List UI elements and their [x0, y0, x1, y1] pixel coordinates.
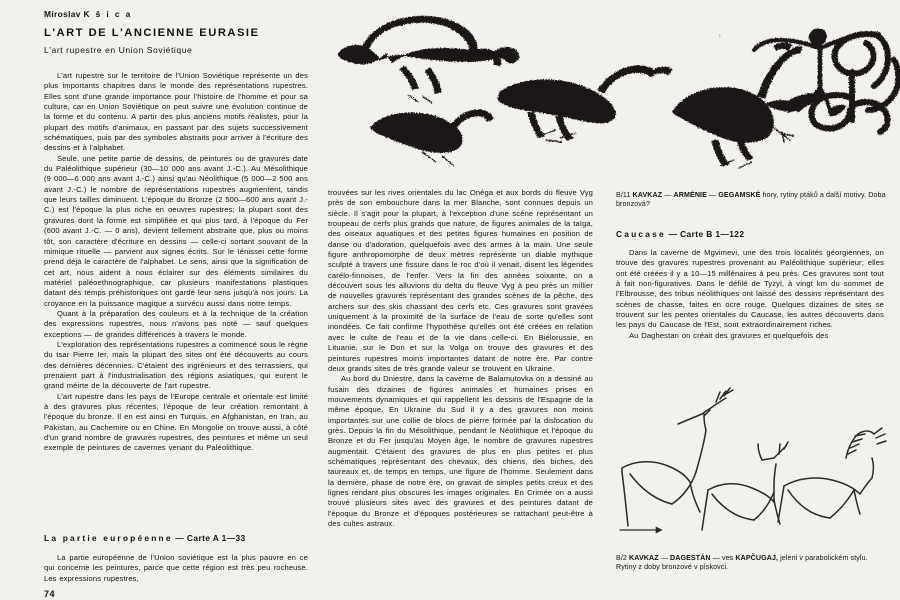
column-one-body [44, 71, 308, 454]
paragraph: trouvées sur les rives orientales du lac Onéga et aux bords du fleuve Vyg près de son embouchure dans la mer Blanche, sont connues depuis un siècle. Il s'agit pour la plupart, à l'exception d'une scène représentant un troupeau de cerfs plus grands que nature, de figures animales de la taïga, des oiseaux aquatiques et des petites figures humaines en position de danse ou d'adoration, quelquefois avec des armes à la main. Une seule figure anthropomorphe de deux mètres représente un diable mythique sculpté à travers une fissure dans le roc d'où il venait, disent les légendes carélo-finnoises, de l'enfer. Vers la fin des années soixante, on a découvert sous les alluvions du delta du fleuve Vyg à peu près un millier de nouvelles gravures représentant des grandes scènes de la pêche, des archers sur des skis chassant des cerfs etc. Ces gravures sont gravées uniquement à la proximité de la surface de l'eau de sorte qu'elles sont inondées. Ce fait confirme l'hypothèse qu'elles ont été créées en relation avec le culte de l'eau et de la vie dans celle-ci. En Biélorussie, en Lituanie, sur le Don et sur la Volga on trouve des gravures et des peintures rupestres moins importantes datant de notre ère. Par contre deux grands sites de très grande valeur se trouvent en Ukraine. [328, 188, 593, 373]
caption-number: B/11 [616, 191, 631, 199]
paragraph: L'exploration des représentations rupestres a commencé sous le règne du tsar Pierre Ier, mais la plupart des sites ont été découverts au cours des dernières décennies. C'étaient des ingrénieurs et des terrassiers, qui prenaient part à l'industrialisation des régions asiatiques, qui eurent le grand méirte de la découverte de l'art rupestre. [44, 339, 308, 391]
paragraph: Quant à la préparation des couleurs et à la technique de la création des expressions rupestres, nous n'avons pas noté — sauf quelques exceptions — de grandes différences à travers le monde. [44, 308, 308, 339]
caption-number: B/2 [616, 554, 627, 562]
caption-place-country: ARMÉNIE [673, 191, 707, 199]
section-heading-label: Caucase [616, 229, 666, 239]
section-heading-map-ref: — Carte A 1—33 [172, 533, 246, 543]
section-heading-map-ref: — Carte B 1—122 [665, 229, 745, 239]
caption-place-site: KAPČUGAJ, [735, 554, 779, 562]
page-folio-number: 74 [44, 589, 56, 599]
caption-place-country: DAGESTÁN [670, 554, 711, 562]
paragraph: Au bord du Dniestre, dans la caverne de Balamutovka on a dessiné au fusain des dizaines de figures animales et humaines prises en mouvements dynamiques et qui rappellent les dessins de l'Espagne de la même époque. En Ukraine du Sud il y a des gravures non moins importantes sur une collie de blocs de pierre formée par la dislocation du grès. Depuis la fin du Mésolithique, pendant le Néolithique et l'époque du Bronze et du Fer jusqu'au Moyen âge, le nombre de gravures rupestres augmentait. C'étaient des gravures de plus en plus petites et plus schématiques représentant des chevaux, des chiens, des biches, des taureaux et, de temps en temps, une figure de l'homme. Seulement dans la dernière, phase de notre ère, on gravait de simples petits creux et des lignes rendant plus obscures les images originales. En Crimée on a aussi trouvé plusieurs sites avec des gravures et des peintures datant de l'époque du Bronze et d'époques postérieures se rattachant peut-être à des cultes astraux. [328, 374, 593, 528]
section-heading-europe [44, 533, 308, 543]
caption-description: jeleni v parabolickém stylu. Rytiny z doby bronzové v pískovci. [616, 554, 868, 572]
figure-caption-b11 [616, 191, 886, 209]
column-three-body [616, 248, 884, 341]
caption-dash: — [706, 191, 719, 199]
caption-dash: — [658, 554, 671, 562]
kapcugaj-deer-engravings [616, 372, 900, 548]
section-heading-label: La partie européenne [44, 533, 173, 543]
caption-dash: — [662, 191, 674, 199]
paragraph: L'art rupestre sur le territoire de l'Union Soviétique représente un des plus importants chapitres dans le monde des représentations rupestres. Elles sont d'une grande importance pour l'histoire de l'homme et pour sa culture, car en Union Soviétique on peut suivre une évolution continue de la forme et du contenu. A partir des plus anciens motifs réalistes, pour la plupart des motifs d'animaux, en passant par des sujets successivement schématiques, puis par des symboles abstraits pour arriver à l'écriture des dessins et à l'alphabet. [44, 71, 308, 153]
paragraph: L'art rupestre dans les pays de l'Europe centrale et orientale est limité à des gravures plus récentes, l'époque de leur création remontant à l'époque du bronze. Il en est ainsi en Turquis, en Afghanistan, en Iran, au Pakistan, au Cachemire ou en Chine. En Mongolie on trouve aussi, à côté d'un grand nombre de gravures rupestres, des peintures et même un seul exemple de peintures de cavernes venant du Paléolithique. [44, 391, 308, 453]
caption-village-label: — ves [710, 554, 736, 562]
column-one-after-heading [44, 553, 308, 584]
caption-place-region: KAVKAZ [632, 191, 663, 199]
caption-place-region: KAVKAZ [629, 554, 659, 562]
section-heading-caucase [616, 229, 884, 239]
article-author [44, 9, 132, 19]
page-title: L'ART DE L'ANCIENNE EURASIE [44, 27, 260, 39]
caption-description: hory, rytiny ptáků a další motivy. Doba bronzová? [616, 191, 886, 209]
deer-illustration-bottom [616, 372, 900, 548]
paragraph: La partie européenne de l'Union soviétique est la plus pauvre en ce qui concerne les peintures, parce que cette région est très peu rocheuse. Les expressions rupestres, [44, 553, 308, 583]
author-first-name: Miroslav [44, 9, 81, 19]
column-two-body [328, 188, 593, 529]
figure-caption-b2 [616, 554, 886, 572]
paragraph: Dans la caverne de Mgvimevi, une des trois localités géorgiennes, on trouve des gravures rupestres provenant au Paléolithique supérieur; elles ont été créées il y a 10—15 millénaires à peu près. Ces gravures sont tout à fait non-figuratives. Dans le défilé de Tyzyl, à vingt km du sommet de l'Elbrousse, des tribus néolithiques ont laissé des dessins représentant des scènes de chasse, faites en ocre rouge. Quelques dizaines de sites se trouvent sur les pentes orientales du Caucase, les autres découverts dans les pays du Caucase de l'Est, sont extraordinairement riches. [616, 248, 884, 330]
caption-place-site: GEGAMSKÉ [718, 191, 761, 199]
author-surname: K š i c a [83, 9, 133, 19]
paragraph: Seule, une petite partie de dessins, de peintures ou de gravures date du Paléolithique supérieur (30—10 000 ans avant J.-C.). Au Mésolithique (9 000—6 000 ans avant J.-C.) ainsi qu'au Néolithique (5 000—2 500 ans avant J.-C.) le nombre de représentations rupestres augmentent, tandis que leurs tailles diminuent. L'époque du Bronze (2 500—600 ans avant J.-C.) est l'époque la plus riche en oeuvres rupestres; la plupart sont des gravures dont la forme est simplifiée et qui plus tard, à l'époque du Fer (600 avant J.-C. — 0 ans), devient tellement abstraite que, plus ou moins tôt, son caractère d'écriture en dessins — celle-ci sortant souvant de la mimique rituelle — parvient aux signes écrits. Sur le Iénissei cette forme prend déjà le caractère de l'alphabet. Le sens, ainsi que la signification de cet art, nous aident à nous éclairer sur des éléments similaires du matériel paléoethnographique, car plusieurs manifestations plastiques datant des temps préhistoriques ont gardé leur sens jusqu'à nos jours. La croyance en la puissance magique a survécu aussi dans notre temps. [44, 153, 308, 308]
petroglyph-illustration-top [322, 0, 900, 182]
gegamske-petroglyph-figures [322, 0, 900, 182]
page-subtitle: L'art rupestre en Union Soviétique [44, 45, 193, 55]
paragraph: Au Daghestan on créait des gravures et quelquefois des [629, 330, 829, 340]
